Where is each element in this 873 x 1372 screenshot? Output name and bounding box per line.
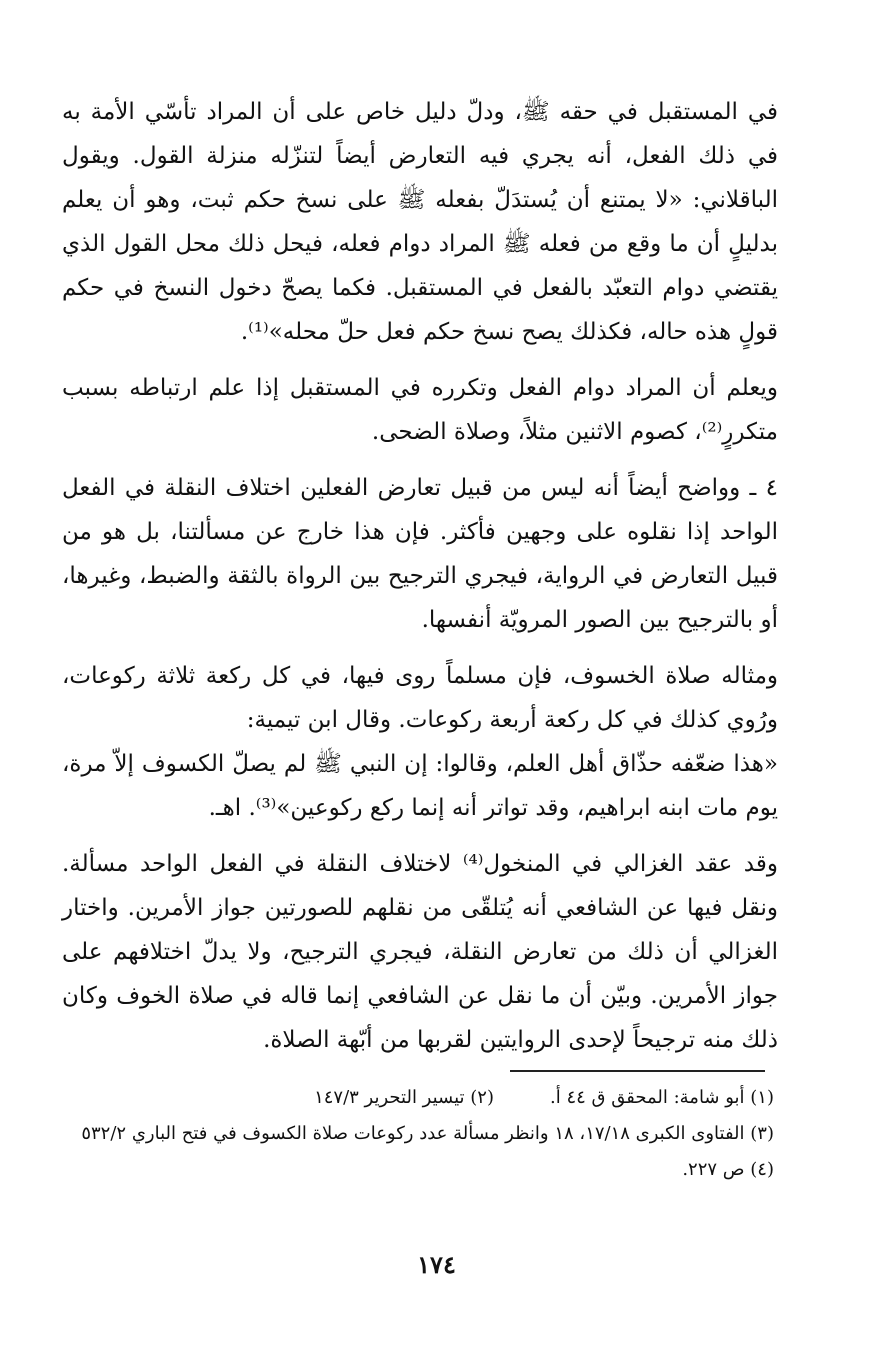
footnote-separator <box>510 1070 765 1072</box>
paragraph-1: في المستقبل في حقه ﷺ، ودلّ دليل خاص على أن المراد تأسّي الأمة به في ذلك الفعل، أنه يجري فيه التعارض أيضاً لتنزّله منزلة القول. ويقول الباقلاني: «لا يمتنع أن يُستدَلّ بفعله ﷺ على نسخ حكم ثبت، وهو أن يعلم بدليلٍ أن ما وقع من فعله ﷺ المراد دوام فعله، فيحل ذلك محل القول الذي يقتضي دوام التعبّد بالفعل في المستقبل. فكما يصحّ دخول النسخ في حكم قولٍ هذه حاله، فكذلك يصح نسخ حكم فعل حلّ محله»⁽¹⁾. <box>62 99 778 345</box>
quotation-ibn-taymiyya: «هذا ضعّفه حذّاق أهل العلم، وقالوا: إن النبي ﷺ لم يصلّ الكسوف إلاّ مرة، يوم مات ابنه ابراهيم، وقد تواتر أنه إنما ركع ركوعين»⁽³⁾. اهـ. <box>62 751 778 821</box>
footnote-4: (٤) ص ٢٢٧. <box>682 1159 774 1180</box>
page-number: ١٧٤ <box>417 1250 456 1279</box>
footnote-row-1 <box>62 1080 774 1116</box>
body-text <box>62 90 778 1074</box>
footnote-3: (٣) الفتاوى الكبرى ١٧/١٨، ١٨ وانظر مسألة عدد ركوعات صلاة الكسوف في فتح الباري ٥٣٢/٢ <box>81 1123 774 1144</box>
paragraph-4: ومثاله صلاة الخسوف، فإن مسلماً روى فيها، في كل ركعة ثلاثة ركوعات، ورُوي كذلك في كل ركعة أربعة ركوعات. وقال ابن تيمية: <box>62 663 778 733</box>
paragraph-5: وقد عقد الغزالي في المنخول⁽⁴⁾ لاختلاف النقلة في الفعل الواحد مسألة. ونقل فيها عن الشافعي أنه يُتلقّى من نقلهم للصورتين جواز الأمرين. واختار الغزالي أن ذلك من تعارض النقلة، فيجري الترجيح، ولا يدلّ اختلافهم على جواز الأمرين. وبيّن أن ما نقل عن الشافعي إنما قاله في صلاة الخوف وكان ذلك منه ترجيحاً لإحدى الروايتين لقربها من أبّهة الصلاة. <box>62 851 778 1053</box>
footnote-2: (٢) تيسير التحرير ١٤٧/٣ <box>314 1087 494 1108</box>
footnote-1: (١) أبو شامة: المحقق ق ٤٤ أ. <box>550 1087 774 1108</box>
paragraph-3: ٤ ـ وواضح أيضاً أنه ليس من قبيل تعارض الفعلين اختلاف النقلة في الفعل الواحد إذا نقلوه على وجهين فأكثر. فإن هذا خارج عن مسألتنا، بل هو من قبيل التعارض في الرواية، فيجري الترجيح بين الرواة بالثقة والضبط، وغيرها، أو بالترجيح بين الصور المرويّة أنفسها. <box>62 475 778 633</box>
paragraph-2: ويعلم أن المراد دوام الفعل وتكرره في المستقبل إذا علم ارتباطه بسبب متكررٍ⁽²⁾، كصوم الاثنين مثلاً، وصلاة الضحى. <box>62 375 778 445</box>
footnotes <box>62 1080 774 1188</box>
